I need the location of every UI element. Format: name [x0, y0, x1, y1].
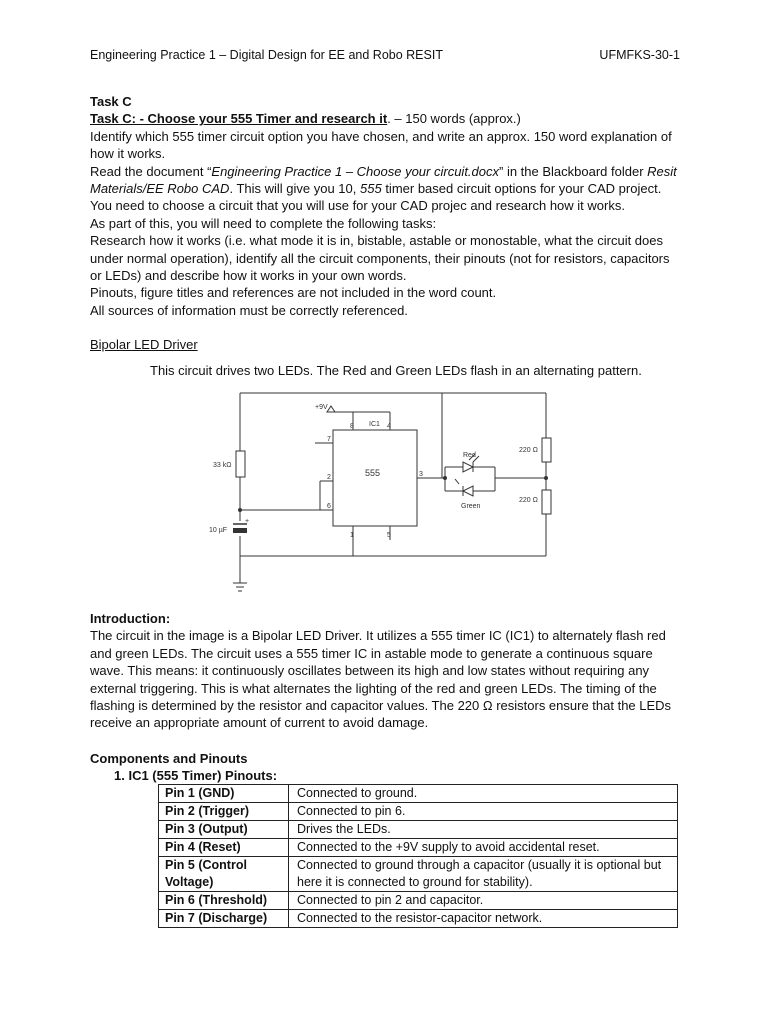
task-subheading: Task C: - Choose your 555 Timer and research it [90, 111, 388, 127]
table-row [159, 910, 678, 928]
paragraph-7: All sources of information must be correctly referenced. [90, 302, 408, 318]
introduction-section [90, 610, 680, 732]
intro-heading: Introduction: [90, 611, 171, 626]
label-pin8: 8 [350, 423, 354, 430]
p2-a: Read the document “ [90, 163, 212, 179]
task-subheading-tail: . – 150 words (approx.) [387, 111, 521, 127]
desc-cell: Connected to pin 2 and capacitor. [289, 892, 678, 910]
paragraph-5: Research how it works (i.e. what mode it is in, bistable, astable or monostable, what the circuit does under normal operation), identify all the circuit components, their pinouts (not for resistors, capacitors or LEDs) and describe how it works in your own words. [90, 233, 670, 284]
table-row [159, 857, 678, 892]
label-green: Green [461, 503, 481, 510]
resistor-r1 [236, 451, 245, 477]
intro-text: The circuit in the image is a Bipolar LED Driver. It utilizes a 555 timer IC (IC1) to alternately flash red and green LEDs. The circuit uses a 555 timer IC in astable mode to generate a continuous square wave. This means: it continuously oscillates between its high and low states without requiring any external triggering. This is what alternates the lighting of the red and green LEDs. The timing of the flashing is determined by the resistor and capacitor values. The 220 Ω resistors ensure that the LEDs receive an appropriate amount of current to avoid damage. [90, 628, 672, 731]
led-green [463, 486, 473, 496]
label-pin6: 6 [327, 503, 331, 510]
components-heading: Components and Pinouts [90, 751, 248, 766]
resistor-r3 [542, 490, 551, 514]
pin-cell: Pin 6 (Threshold) [159, 892, 289, 910]
supply-symbol [327, 406, 335, 412]
label-r2: 220 Ω [519, 447, 538, 454]
label-ic1: IC1 [369, 421, 380, 428]
pin-cell: Pin 1 (GND) [159, 785, 289, 803]
resistor-r2 [542, 438, 551, 462]
paragraph-2 [90, 163, 680, 198]
label-supply: +9V [315, 404, 328, 411]
capacitor-c1 [233, 528, 247, 533]
components-section [90, 750, 680, 785]
label-pin3: 3 [419, 471, 423, 478]
desc-cell: Connected to ground. [289, 785, 678, 803]
label-555: 555 [365, 468, 381, 478]
table-row [159, 839, 678, 857]
label-pin2: 2 [327, 474, 331, 481]
table-row [159, 803, 678, 821]
task-subheading-line [90, 110, 680, 127]
label-r3: 220 Ω [519, 497, 538, 504]
ic-555-body [333, 430, 417, 526]
task-heading: Task C [90, 94, 132, 109]
paragraph-3: You need to choose a circuit that you will use for your CAD projec and research how it works. [90, 198, 625, 214]
paragraph-6: Pinouts, figure titles and references are not included in the word count. [90, 285, 497, 301]
p2-folder: Resit Materials/EE Robo CAD [90, 163, 677, 197]
table-row [159, 892, 678, 910]
pin-cell: Pin 3 (Output) [159, 821, 289, 839]
circuit-diagram [205, 388, 565, 600]
paragraph-4: As part of this, you will need to complete the following tasks: [90, 215, 437, 231]
desc-cell: Connected to ground through a capacitor (usually it is optional but here it is connected to ground for stability). [289, 857, 678, 892]
p2-c: . This will give you 10, [229, 181, 360, 197]
table-row [159, 785, 678, 803]
label-cap-plus: + [245, 518, 250, 525]
pin-cell: Pin 5 (Control Voltage) [159, 857, 289, 892]
label-red: Red [463, 452, 476, 459]
section-title: Bipolar LED Driver [90, 337, 198, 353]
label-c1: 10 µF [209, 527, 228, 534]
paragraph-1: Identify which 555 timer circuit option you have chosen, and write an approx. 150 word explanation of how it works. [90, 128, 672, 162]
p2-555: 555 [360, 181, 382, 197]
pin-cell: Pin 4 (Reset) [159, 839, 289, 857]
label-r1: 33 kΩ [213, 462, 232, 469]
label-pin5: 5 [387, 532, 391, 539]
components-item-1: 1. IC1 (555 Timer) Pinouts: [114, 768, 278, 784]
pinout-table [158, 784, 678, 928]
desc-cell: Connected to pin 6. [289, 803, 678, 821]
pin-cell: Pin 7 (Discharge) [159, 910, 289, 928]
circuit-caption: This circuit drives two LEDs. The Red and Green LEDs flash in an alternating pattern. [150, 362, 642, 378]
label-pin7: 7 [327, 436, 331, 443]
p2-doc-name: Engineering Practice 1 – Choose your circuit.docx [211, 163, 499, 179]
desc-cell: Connected to the resistor-capacitor network. [289, 910, 678, 928]
label-pin1: 1 [350, 532, 354, 539]
p2-b: ” in the Blackboard folder [499, 163, 648, 179]
task-section [90, 93, 680, 379]
page-header [90, 48, 680, 64]
pin-cell: Pin 2 (Trigger) [159, 803, 289, 821]
header-title: Engineering Practice 1 – Digital Design for EE and Robo RESIT [90, 48, 443, 62]
led-red [463, 462, 473, 472]
label-pin4: 4 [387, 423, 391, 430]
p2-d: timer based circuit options for your CAD project. [381, 181, 662, 197]
table-row [159, 821, 678, 839]
desc-cell: Drives the LEDs. [289, 821, 678, 839]
desc-cell: Connected to the +9V supply to avoid accidental reset. [289, 839, 678, 857]
header-code: UFMFKS-30-1 [599, 48, 680, 62]
